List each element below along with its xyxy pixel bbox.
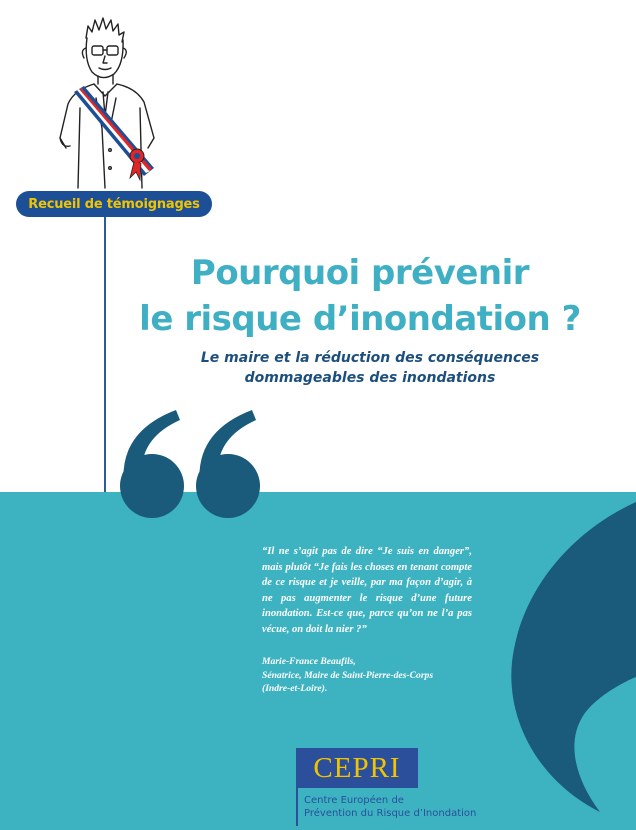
quote-location: (Indre-et-Loire). (262, 683, 328, 694)
open-quote-icon (110, 402, 270, 527)
org-line-2: Prévention du Risque d’Inondation (304, 807, 477, 819)
cepri-logo (296, 748, 418, 788)
collection-badge (16, 191, 212, 217)
title-line-1: Pourquoi prévenir (190, 253, 530, 293)
subtitle-line-1: Le maire et la réduction des conséquences (200, 350, 540, 366)
close-quote-icon (500, 492, 636, 830)
title-line-2: le risque d’inondation ? (139, 299, 581, 339)
mayor-illustration (40, 8, 180, 193)
quote-author: Marie-France Beaufils, (262, 656, 356, 667)
page-subtitle (120, 348, 620, 388)
subtitle-line-2: dommageables des inondations (244, 370, 496, 386)
logo-text: CEPRI (313, 752, 401, 784)
quote-role: Sénatrice, Maire de Saint-Pierre-des-Corps (262, 669, 434, 681)
organization-name (304, 795, 534, 820)
badge-label: Recueil de témoignages (28, 196, 200, 212)
testimonial-quote: “Il ne s’agit pas de dire “Je suis en danger”, mais plutôt “Je fais les choses en tenant compte de ce risque et je veille, par ma façon d’agir, à ne pas augmenter le risque d’une future inondation. Est-ce que, parce qu’on ne l’a pas vécue, on doit la nier ?” (262, 546, 472, 635)
quote-attribution (262, 655, 492, 696)
org-line-1: Centre Européen de (304, 795, 404, 806)
logo-rule (296, 788, 298, 826)
page-title (90, 250, 630, 342)
